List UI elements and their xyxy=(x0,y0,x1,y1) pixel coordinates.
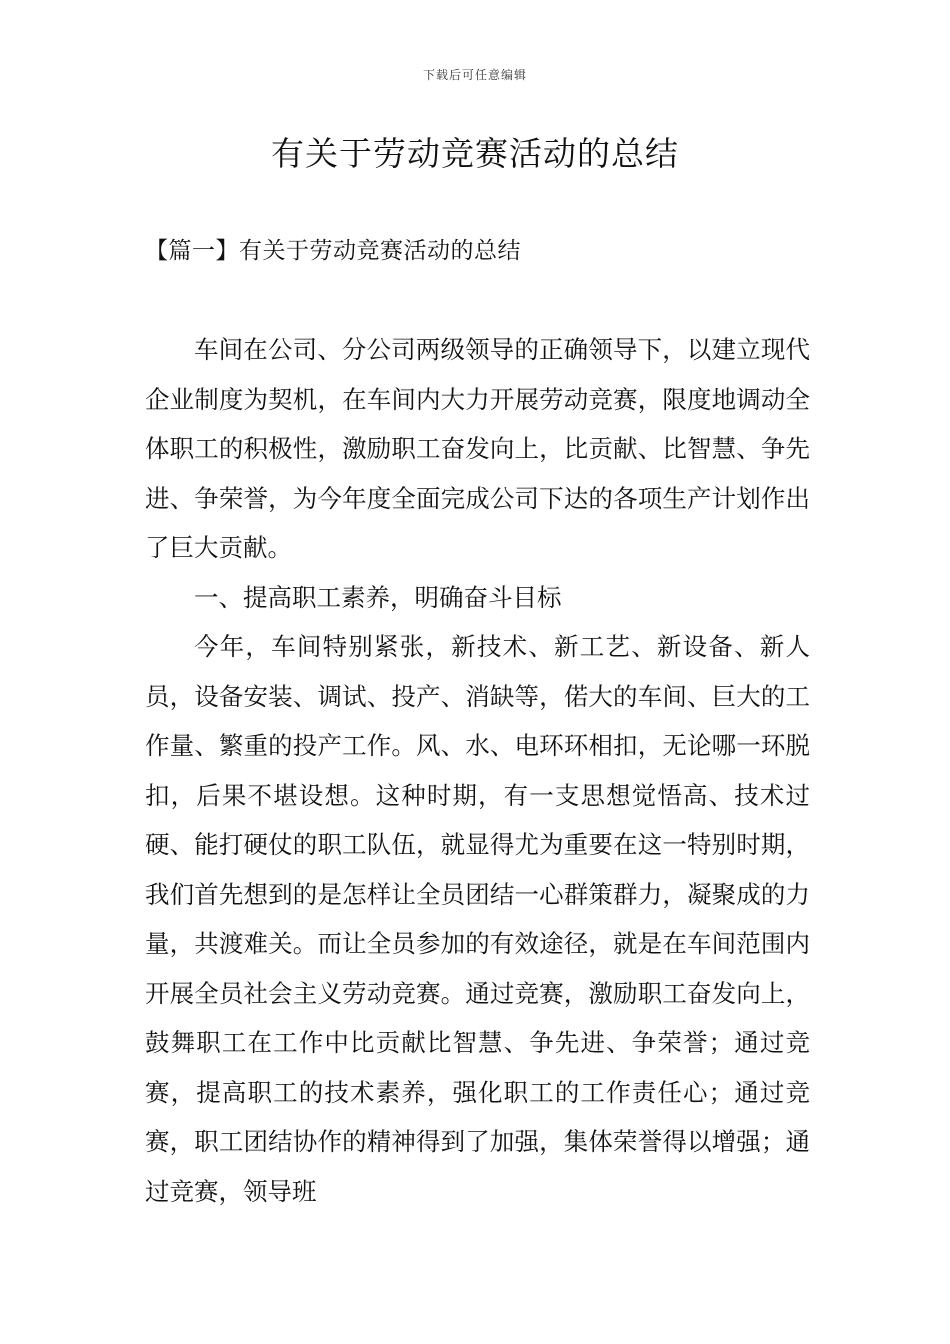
document-title: 有关于劳动竞赛活动的总结 xyxy=(271,134,679,173)
subsection-heading: 一、提高职工素养，明确奋斗目标 xyxy=(194,582,562,612)
body-paragraph: 车间在公司、分公司两级领导的正确领导下，以建立现代企业制度为契机，在车间内大力开展劳动竞赛，限度地调动全体职工的积极性，激励职工奋发向上，比贡献、比智慧、争先进、争荣誉，为今年度全面完成公司下达的各项生产计划作出了巨大贡献。 xyxy=(145,335,810,562)
body-paragraph: 今年，车间特别紧张，新技术、新工艺、新设备、新人员，设备安装、调试、投产、消缺等，偌大的车间、巨大的工作量、繁重的投产工作。风、水、电环环相扣，无论哪一环脱扣，后果不堪设想。这种时期，有一支思想觉悟高、技术过硬、能打硬仗的职工队伍，就显得尤为重要在这一特别时期，我们首先想到的是怎样让全员团结一心群策群力，凝聚成的力量，共渡难关。而让全员参加的有效途径，就是在车间范围内开展全员社会主义劳动竞赛。通过竞赛，激励职工奋发向上，鼓舞职工在工作中比贡献比智慧、争先进、争荣誉；通过竞赛，提高职工的技术素养，强化职工的工作责任心；通过竞赛，职工团结协作的精神得到了加强，集体荣誉得以增强；通过竞赛，领导班 xyxy=(145,632,810,1206)
document-body xyxy=(145,325,810,1216)
section-heading: 【篇一】有关于劳动竞赛活动的总结 xyxy=(145,238,521,264)
header-note: 下载后可任意编辑 xyxy=(422,68,527,82)
